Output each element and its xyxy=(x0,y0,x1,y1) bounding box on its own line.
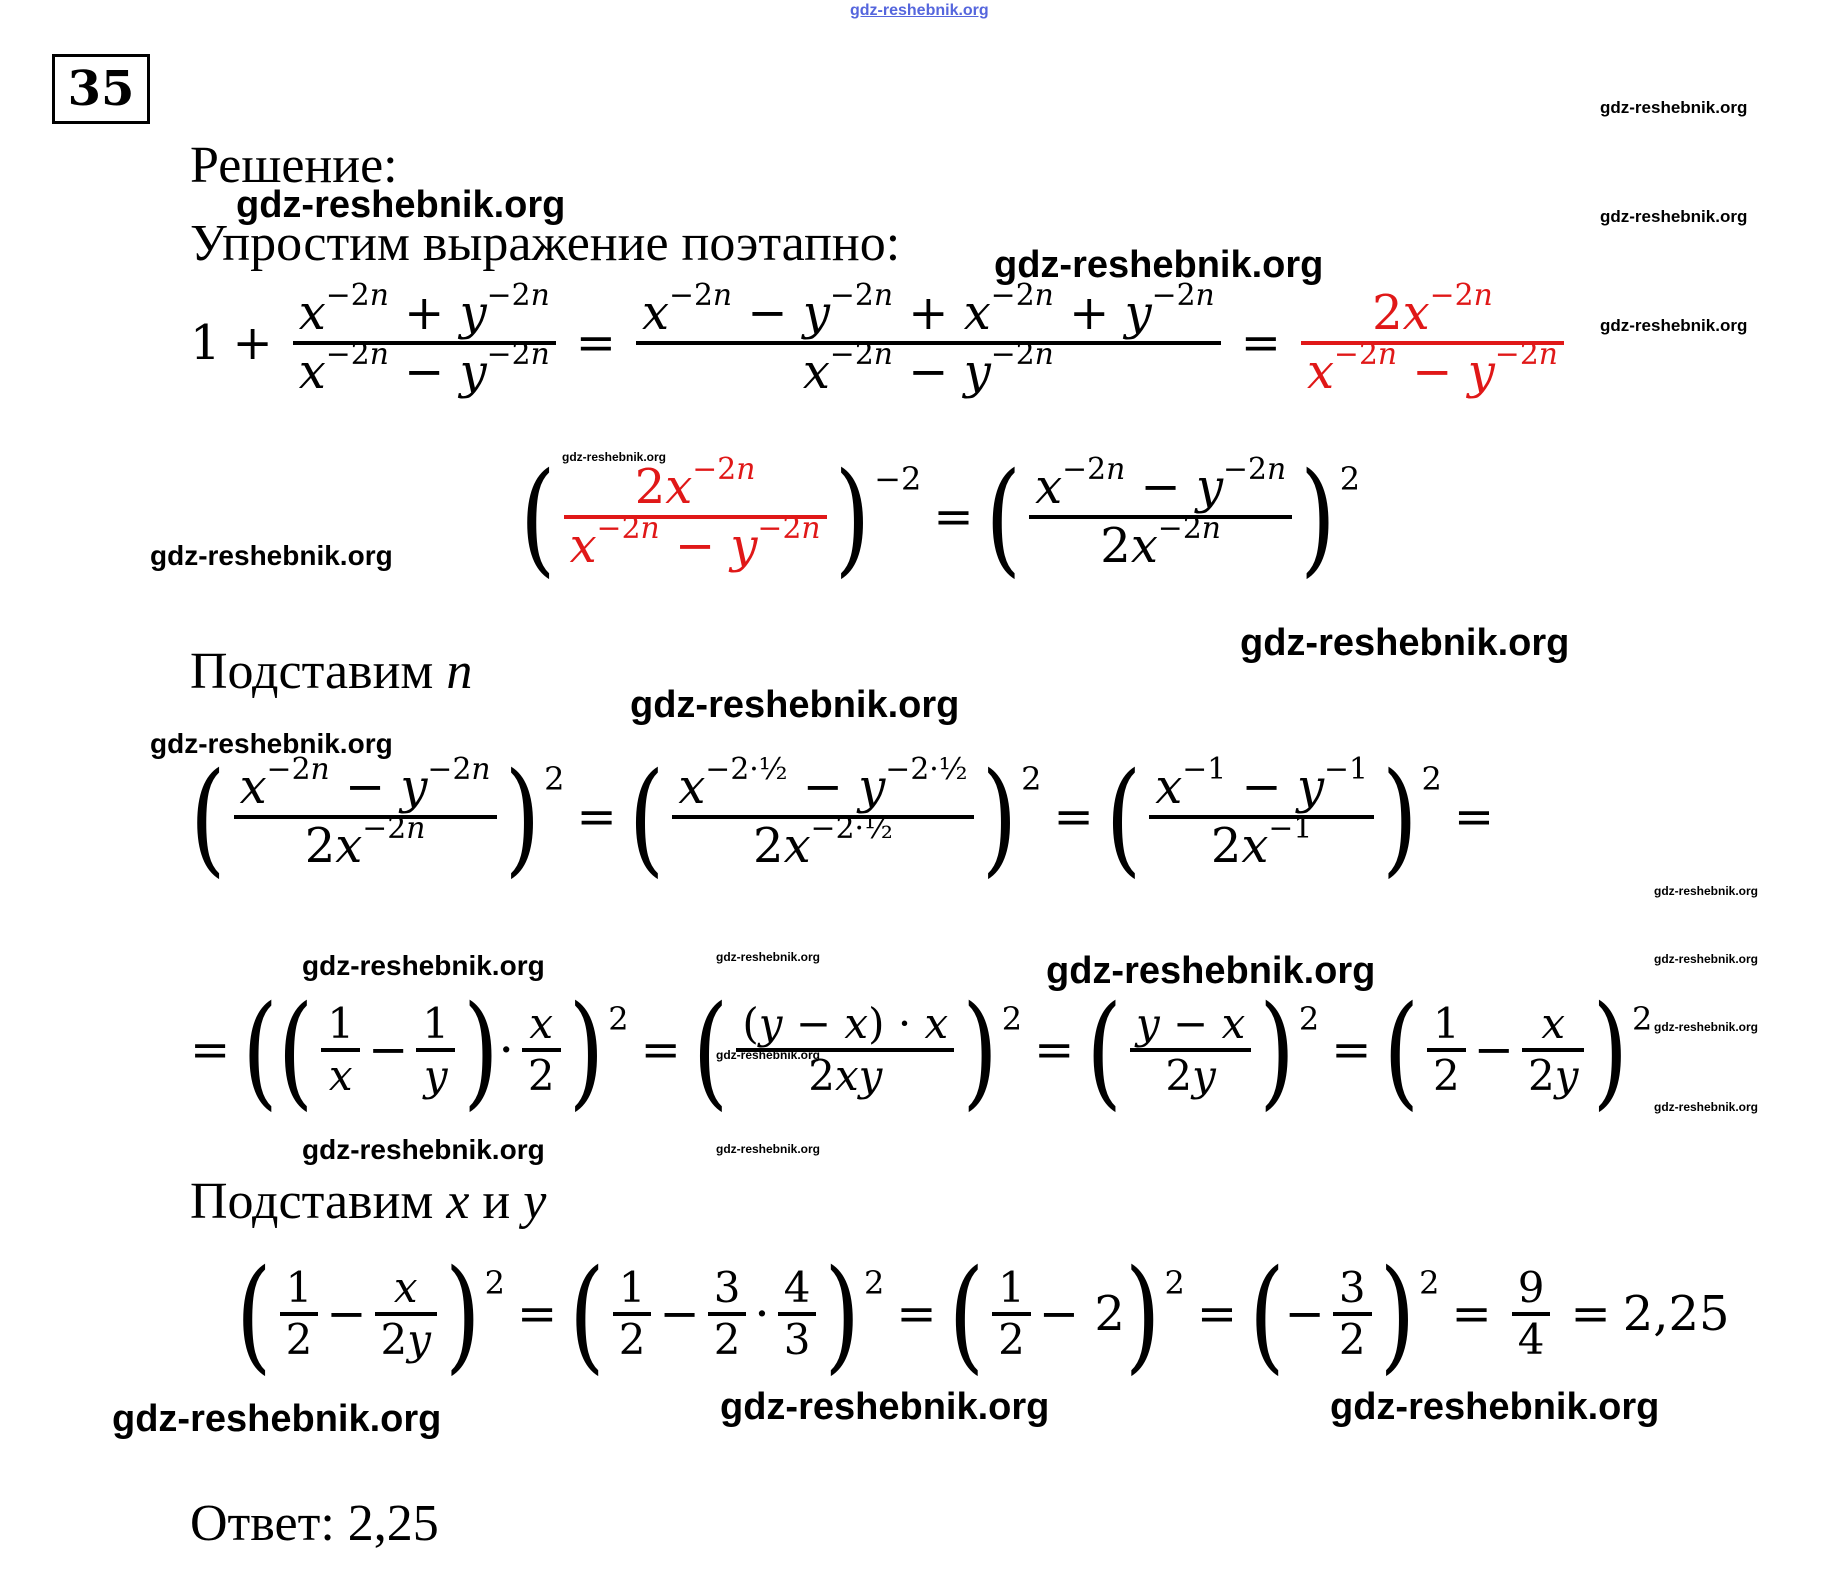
step3-variable-x: x xyxy=(446,1173,470,1230)
answer-value: 2,25 xyxy=(347,1495,439,1552)
answer xyxy=(190,1494,439,1553)
step3-variable-y: y xyxy=(523,1173,547,1230)
watermark: gdz-reshebnik.org xyxy=(1240,622,1570,664)
watermark: gdz-reshebnik.org xyxy=(994,244,1324,286)
step3-text xyxy=(190,1172,546,1231)
solution-heading: Решение: xyxy=(190,137,398,194)
step2-label: Подставим xyxy=(190,643,447,700)
watermark: gdz-reshebnik.org xyxy=(150,728,393,759)
watermark: gdz-reshebnik.org xyxy=(716,1048,821,1062)
watermark: gdz-reshebnik.org xyxy=(562,450,667,464)
watermark: gdz-reshebnik.org xyxy=(236,184,566,226)
equation-line-5: ( $\frac{1}{2}$ − $\frac{x}{2y}$ ) 2 = ( $\frac{1}{2}$ − $\frac{3}{2}$ · $\frac{4}{3}$ ) 2 = ( $\frac{1}{2}$ − 2 ) 2 = ( − $\frac{3}{2}$ ) 2 = $\frac{9}{4}$ = 2,25 xyxy=(236,1241,1730,1387)
watermark: gdz-reshebnik.org xyxy=(1654,1020,1759,1034)
answer-label: Ответ: xyxy=(190,1495,335,1552)
watermark: gdz-reshebnik.org xyxy=(716,950,821,964)
watermark: gdz-reshebnik.org xyxy=(1654,1100,1759,1114)
step3-and: и xyxy=(469,1173,524,1230)
watermark: gdz-reshebnik.org xyxy=(1654,884,1759,898)
watermark: gdz-reshebnik.org xyxy=(1600,316,1748,335)
step3-label: Подставим xyxy=(190,1173,447,1230)
watermark: gdz-reshebnik.org xyxy=(302,950,545,981)
watermark: gdz-reshebnik.org xyxy=(150,540,393,571)
step1-text: Упростим выражение поэтапно: xyxy=(190,215,901,272)
watermark-top[interactable]: gdz-reshebnik.org xyxy=(850,2,989,19)
watermark: gdz-reshebnik.org xyxy=(1600,98,1748,117)
watermark: gdz-reshebnik.org xyxy=(1330,1386,1660,1428)
final-value: 2,25 xyxy=(1622,1286,1730,1343)
watermark: gdz-reshebnik.org xyxy=(716,1142,821,1156)
watermark: gdz-reshebnik.org xyxy=(1600,207,1748,226)
step2-variable: n xyxy=(446,643,473,700)
equation-line-3: ( $\frac{x^{-2n} - y^{-2n}}{2x^{-2n}}$ ) 2 = ( $\frac{x^{-2\cdot\frac{1}{2}} - y^{-2\cdot\frac{1}{2}}}{2x^{-2\cdot\frac{1}{2}}}$ ) 2 = ( $\frac{x^{-1} - y^{-1}}{2x^{-1}}$ ) 2 = xyxy=(190,744,1495,890)
equation-line-4: = ( ( $\frac{1}{x}$ − $\frac{1}{y}$ ) · $\frac{x}{2}$ ) 2 = ( $\frac{(y - x) \cdot x}{2xy}$ ) 2 = ( $\frac{y - x}{2y}$ ) 2 = ( $\frac{1}{2}$ − $\frac{x}{2y}$ ) 2 xyxy=(190,977,1653,1123)
watermark: gdz-reshebnik.org xyxy=(720,1386,1050,1428)
watermark: gdz-reshebnik.org xyxy=(302,1134,545,1165)
equation-line-2: ( $\frac{2x^{-2n}}{x^{-2n} - y^{-2n}}$ ) −2 = ( $\frac{x^{-2n} - y^{-2n}}{2x^{-2n}}$ ) 2 xyxy=(520,444,1361,590)
step2-text xyxy=(190,642,472,701)
equation-line-1: 1 + $\frac{x^{-2n} + y^{-2n}}{x^{-2n} - y^{-2n}}$ = $\frac{x^{-2n} - y^{-2n} + x^{-2n} + y^{-2n}}{x^{-2n} - y^{-2n}}$ = $\frac{2x^{-2n}}{x^{-2n} - y^{-2n}}$ xyxy=(190,286,1572,400)
watermark: gdz-reshebnik.org xyxy=(630,684,960,726)
problem-number: 35 xyxy=(52,54,150,124)
watermark: gdz-reshebnik.org xyxy=(1654,952,1759,966)
watermark: gdz-reshebnik.org xyxy=(1046,950,1376,992)
watermark: gdz-reshebnik.org xyxy=(112,1398,442,1440)
